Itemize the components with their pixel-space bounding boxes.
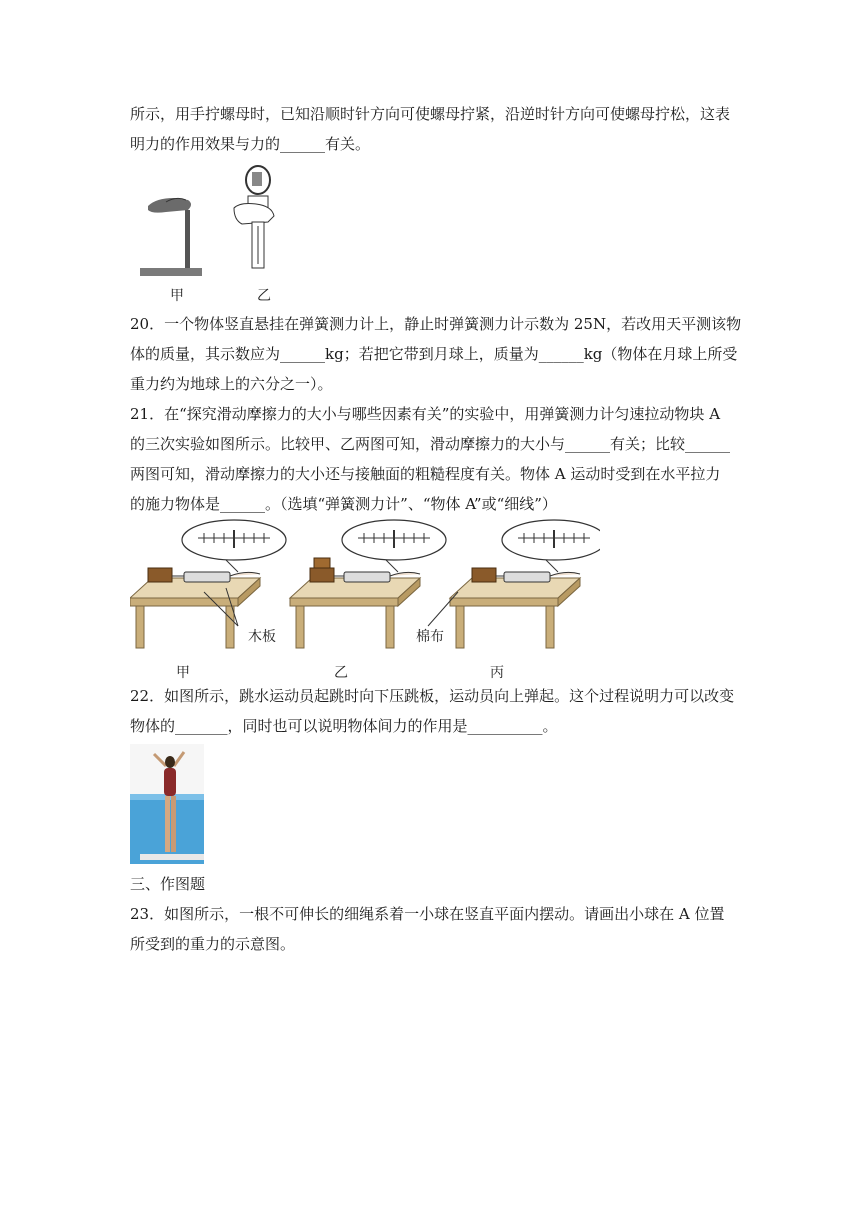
callout-muban: 木板 — [248, 629, 276, 645]
q23-line-1: 23．如图所示，一根不可伸长的细绳系着一小球在竖直平面内摆动。请画出小球在 A 位置 — [130, 905, 725, 923]
q21-line-2: 的三次实验如图所示。比较甲、乙两图可知，滑动摩擦力的大小与______有关；比较______ — [130, 435, 731, 453]
q19-line-2: 明力的作用效果与力的______有关。 — [130, 135, 371, 153]
q21-line-1: 21．在“探究滑动摩擦力的大小与哪些因素有关”的实验中，用弹簧测力计匀速拉动物块 A — [130, 405, 721, 423]
diver-photo — [130, 744, 204, 864]
q23-line-2: 所受到的重力的示意图。 — [130, 935, 296, 953]
section-title: 三、作图题 — [130, 875, 206, 893]
q21-line-4: 的施力物体是______。（选填“弹簧测力计”、“物体 A”或“细线”） — [130, 495, 557, 513]
friction-experiment-figure — [130, 518, 600, 652]
q21-label-jia: 甲 — [176, 665, 190, 681]
q22-line-1: 22．如图所示，跳水运动员起跳时向下压跳板，运动员向上弹起。这个过程说明力可以改变 — [130, 687, 735, 705]
q21-line-3: 两图可知，滑动摩擦力的大小还与接触面的粗糙程度有关。物体 A 运动时受到在水平拉力 — [130, 465, 721, 483]
q20-line-1: 20．一个物体竖直悬挂在弹簧测力计上，静止时弹簧测力计示数为 25N，若改用天平测该物 — [130, 315, 742, 333]
wrench-illustration — [234, 166, 274, 268]
q22-line-2: 物体的_______，同时也可以说明物体间力的作用是__________。 — [130, 717, 558, 735]
callout-mianbu: 棉布 — [416, 629, 444, 645]
q20-line-3: 重力约为地球上的六分之一）。 — [130, 375, 333, 393]
q19-label-yi: 乙 — [257, 288, 271, 304]
q21-label-yi: 乙 — [334, 665, 348, 681]
q19-label-jia: 甲 — [170, 288, 184, 304]
experiment-bing — [450, 520, 600, 648]
q20-line-2: 体的质量，其示数应为______kg；若把它带到月球上，质量为______kg（物体在月球上所受 — [130, 345, 738, 363]
callout-line-mianbu — [428, 592, 458, 626]
hand-pushing-rod-illustration — [140, 198, 202, 276]
q21-label-bing: 丙 — [490, 665, 504, 681]
q19-figure — [136, 162, 286, 302]
q19-line-1: 所示，用手拧螺母时，已知沿顺时针方向可使螺母拧紧，沿逆时针方向可使螺母拧松，这表 — [130, 105, 731, 123]
